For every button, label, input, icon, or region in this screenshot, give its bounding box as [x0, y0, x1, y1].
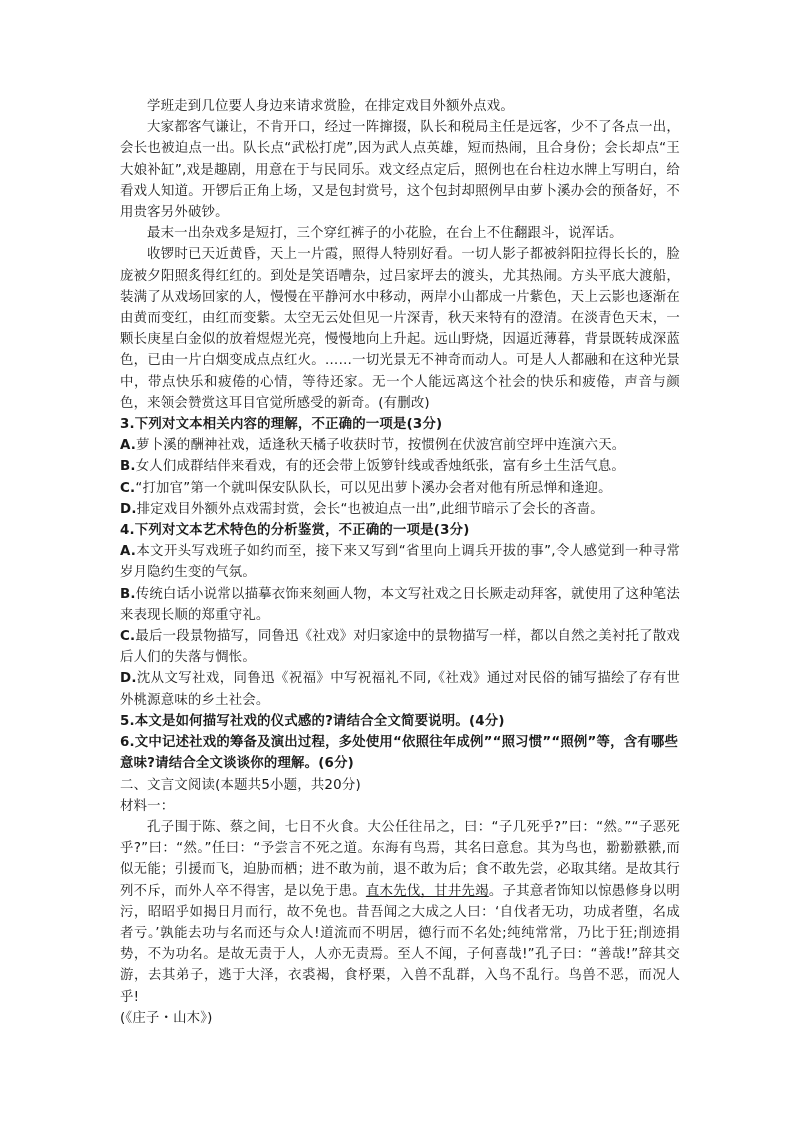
option-key: B. [120, 586, 136, 602]
question-4-option-d [120, 668, 680, 710]
option-text: 女人们成群结伴来看戏，有的还会带上饭箩针线或香烛纸张，富有乡土生活气息。 [135, 459, 625, 475]
option-key: C. [120, 480, 136, 496]
story-paragraph-1: 学班走到几位要人身边来请求赏脸，在排定戏目外额外点戏。 [147, 99, 514, 114]
underlined-phrase: 直木先伐，甘井先竭 [365, 883, 489, 899]
question-5-stem: 5.本文是如何描写社戏的仪式感的?请结合全文简要说明。(4分) [120, 713, 505, 729]
option-text: 最后一段景物描写，同鲁迅《社戏》对归家途中的景物描写一样，都以自然之美衬托了散戏后人们的失落与惆怅。 [120, 629, 680, 666]
section-2-heading: 二、文言文阅读(本题共5小题，共20分) [120, 777, 361, 793]
option-key: A. [120, 438, 137, 454]
question-4-stem: 4.下列对文本艺术特色的分析鉴赏，不正确的一项是(3分) [120, 523, 470, 539]
option-text: 传统白话小说常以描摹衣饰来刻画人物，本文写社戏之日长厥走动拜客，就使用了这种笔法来表现长顺的郑重守礼。 [120, 586, 680, 623]
option-key: C. [120, 629, 136, 645]
option-key: B. [120, 459, 136, 475]
option-text: 排定戏目外额外点戏需封赏，会长“也被迫点一出”,此细节暗示了会长的吝啬。 [136, 501, 604, 517]
option-key: A. [120, 544, 137, 560]
story-paragraph-2: 大家都客气谦让，不肯开口，经过一阵撺掇，队长和税局主任是远客，少不了各点一出，会长也被迫点一出。队长点“武松打虎”,因为武人点英雄，短而热闹，且合身份；会长却点“王大娘补缸”,戏是趣剧，用意在于与民同乐。戏文经点定后，照例也在台柱边水牌上写明白，给看戏人知道。开锣后正角上场，又是包封赏号，这个包封却照例早由萝卜溪办会的预备好，不用贵客另外破钞。 [120, 120, 680, 221]
option-text: 萝卜溪的酬神社戏，适逢秋天橘子收获时节，按惯例在伏波宫前空坪中连演六天。 [136, 438, 626, 454]
option-text: “打加官”第一个就叫保安队队长，可以见出萝卜溪办会者对他有所忌惮和逢迎。 [135, 480, 612, 496]
question-4-option-c [120, 626, 680, 668]
option-text: 本文开头写戏班子如约而至，接下来又写到“省里向上调兵开拔的事”,令人感觉到一种寻常岁月隐约生变的气氛。 [120, 544, 680, 581]
option-text: 沈从文写社戏，同鲁迅《祝福》中写祝福礼不同,《社戏》通过对民俗的铺写描绘了存有世外桃源意味的乡土社会。 [120, 671, 680, 708]
story-paragraph-4: 收锣时已天近黄昏，天上一片霞，照得人特别好看。一切人影子都被斜阳拉得长长的，脸庞被夕阳照炙得红红的。到处是笑语嘈杂，过吕家坪去的渡头，尤其热闹。方头平底大渡船，装满了从戏场回家的人，慢慢在平静河水中移动，两岸小山都成一片紫色，天上云影也逐渐在由黄而变红，由红而变紫。太空无云处但见一片深青，秋天来特有的澄清。在淡青色天末，一颗长庚星白金似的放着煜煜光亮，慢慢地向上升起。远山野烧，因逼近薄暮，背景既转成深蓝色，已由一片白烟变成点点红火。……一切光景无不神奇而动人。可是人人都融和在这种光景中，带点快乐和疲倦的心情，等待还家。无一个人能远离这个社会的快乐和疲倦，声音与颜色，来领会赞赏这耳目官觉所感受的新奇。(有删改) [120, 247, 680, 411]
question-3-option-d [120, 499, 680, 520]
question-6-stem: 6.文中记述社戏的筹备及演出过程，多处使用“依照往年成例”“照习惯”“照例”等，含有哪些意味?请结合全文谈谈你的理解。(6分) [120, 735, 679, 772]
source-citation: (《庄子・山木》) [120, 1010, 213, 1026]
question-4-option-b [120, 584, 680, 626]
classical-text-part-2: 。子其意者饰知以惊愚修身以明污，昭昭乎如揭日月而行，故不免也。昔吾闻之大成之人曰：‘自伐者无功，功成者堕，名成者亏。’孰能去功与名而还与众人!道流而不明居，德行而不名处;纯纯常常，乃比于狂;削迹捐势，不为功名。是故无责于人，人亦无责焉。至人不闻，子何喜哉!”孔子曰：“善哉!”辞其交游，去其弟子，逃于大泽，衣裘褐，食杼栗，入兽不乱群，入鸟不乱行。鸟兽不恶，而况人乎! [120, 883, 680, 1005]
classical-text-part-1: 孔子围于陈、蔡之间，七日不火食。大公任往吊之，曰：“子几死乎?”曰：“然。”“子恶死乎?”曰：“然。”任曰：“予尝言不死之道。东海有鸟焉，其名曰意怠。其为鸟也，翂翂翐翐,而似无能；引援而飞，迫胁而栖；进不敢为前，退不敢为后；食不敢先尝，必取其绪。是故其行列不斥，而外人卒不得害，是以免于患。 [120, 819, 680, 899]
material-label: 材料一： [120, 798, 175, 814]
story-paragraph-3: 最末一出杂戏多是短打，三个穿红裤子的小花脸，在台上不住翻跟斗，说浑话。 [147, 226, 623, 242]
question-4-option-a [120, 541, 680, 583]
question-3-option-b [120, 456, 680, 477]
option-key: D. [120, 501, 137, 517]
question-3-stem: 3.下列对文本相关内容的理解，不正确的一项是(3分) [120, 417, 443, 433]
classical-text [120, 817, 680, 1008]
option-key: D. [120, 671, 137, 687]
question-3-option-c [120, 478, 680, 499]
question-3-option-a [120, 435, 680, 456]
document-page [120, 96, 680, 1029]
